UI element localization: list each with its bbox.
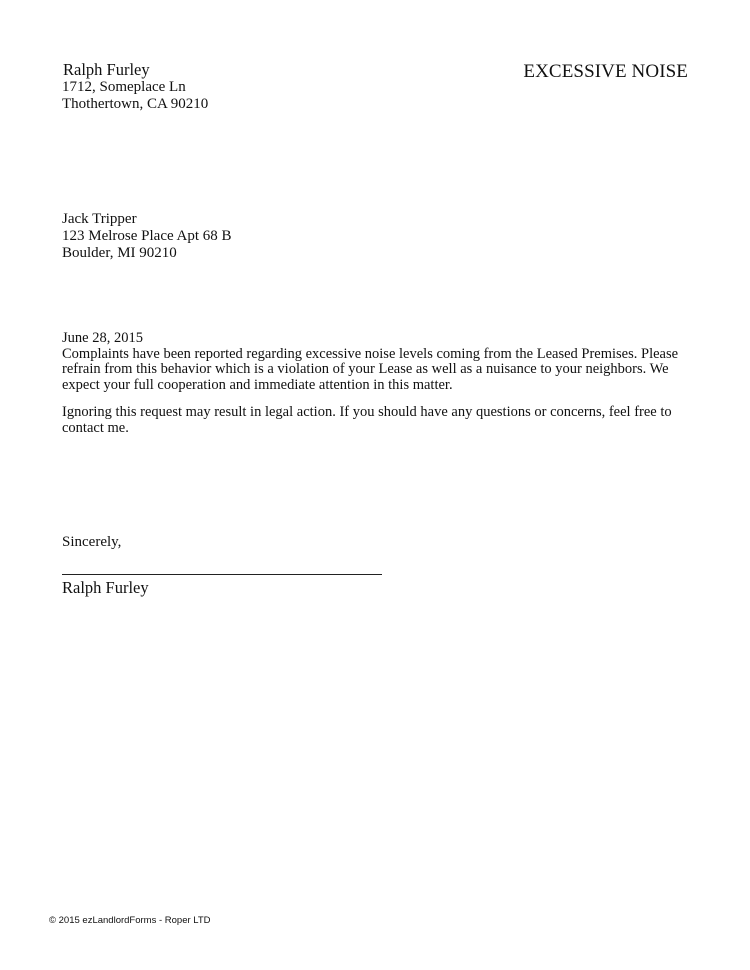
letter-body [62,331,680,436]
signature-line [62,574,382,575]
letter-date: June 28, 2015 [62,330,143,346]
body-paragraph-1: Complaints have been reported regarding excessive noise levels coming from the Leased Premises. Please refrain from this behavior which is a violation of your Lease as well as a nuisance to your neighbors. We expect your full cooperation and immediate attention in this matter. [62,345,679,393]
recipient-city-state-zip: Boulder, MI 90210 [62,245,177,261]
document-title: EXCESSIVE NOISE [523,61,688,82]
recipient-street: 123 Melrose Place Apt 68 B [62,228,232,244]
closing: Sincerely, [62,534,122,550]
signature-name: Ralph Furley [62,578,149,597]
sender-name: Ralph Furley [63,60,150,79]
body-paragraph-2: Ignoring this request may result in legal action. If you should have any questions or concerns, feel free to contact me. [62,404,672,436]
sender-street: 1712, Someplace Ln [62,79,186,95]
sender-city-state-zip: Thothertown, CA 90210 [62,96,209,112]
copyright-footer: © 2015 ezLandlordForms - Roper LTD [49,915,211,926]
sender-address-block [62,61,208,113]
recipient-name: Jack Tripper [62,211,137,227]
recipient-address-block [62,211,232,262]
